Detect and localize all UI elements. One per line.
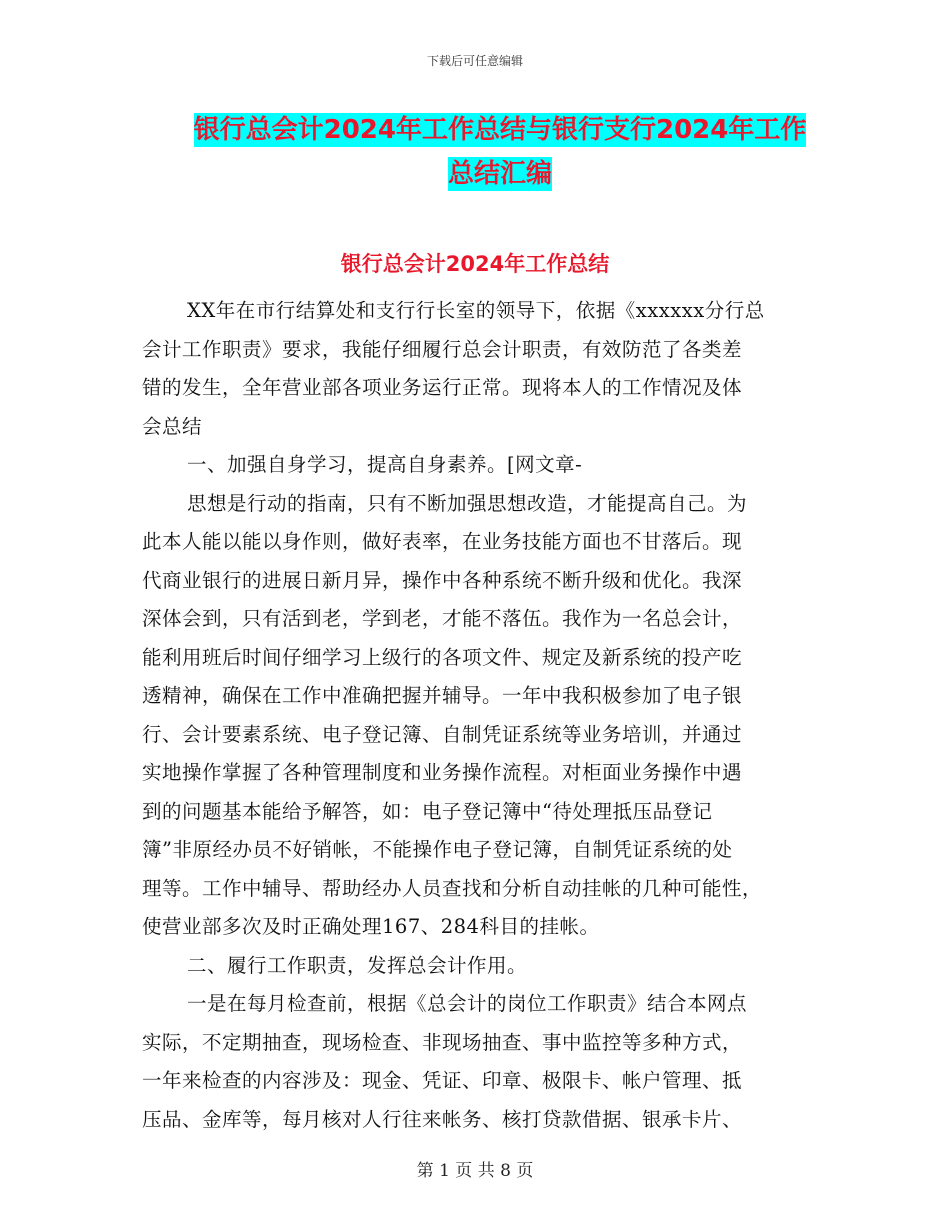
- body-line: 簿”非原经办员不好销帐，不能操作电子登记簿，自制凭证系统的处: [142, 838, 733, 861]
- body-line: 会总结: [142, 414, 203, 438]
- body-line: 到的问题基本能给予解答，如：电子登记簿中“待处理抵压品登记: [142, 799, 713, 823]
- body-line: 错的发生，全年营业部各项业务运行正常。现将本人的工作情况及体: [142, 376, 743, 399]
- body-line: 理等。工作中辅导、帮助经办人员查找和分析自动挂帐的几种可能性，: [142, 876, 763, 900]
- body-line: 一、加强自身学习，提高自身素养。[网文章-: [187, 453, 583, 476]
- document-title-line-1: 银行总会计2024年工作总结与银行支行2024年工作: [193, 115, 807, 145]
- document-title-line-2: 总结汇编: [447, 159, 552, 189]
- document-title: [140, 108, 860, 196]
- body-line: XX年在市行结算处和支行行长室的领导下，依据《xxxxxx分行总: [187, 299, 765, 322]
- body-line: 代商业银行的进展日新月异，操作中各种系统不断升级和优化。我深: [142, 568, 743, 592]
- body-line: 实际，不定期抽查，现场检查、非现场抽查、事中监控等多种方式，: [142, 1030, 743, 1054]
- body-line: 行、会计要素系统、电子登记簿、自制凭证系统等业务培训，并通过: [142, 722, 743, 746]
- body-line: 能利用班后时间仔细学习上级行的各项文件、规定及新系统的投产吃: [142, 645, 743, 669]
- body-text: [142, 292, 810, 1139]
- body-line: 透精神，确保在工作中准确把握并辅导。一年中我积极参加了电子银: [142, 684, 743, 707]
- body-line: 一年来检查的内容涉及：现金、凭证、印章、极限卡、帐户管理、抵: [142, 1069, 743, 1092]
- body-line: 会计工作职责》要求，我能仔细履行总会计职责，有效防范了各类差: [142, 337, 743, 361]
- body-line: 使营业部多次及时正确处理167、284科目的挂帐。: [142, 915, 600, 938]
- section-title: 银行总会计2024年工作总结: [340, 252, 610, 276]
- page-header-note: 下载后可任意编辑: [426, 54, 523, 68]
- body-line: 压品、金库等，每月核对人行往来帐务、核打贷款借据、银承卡片、: [142, 1107, 743, 1131]
- body-line: 此本人能以能以身作则，做好表率，在业务技能方面也不甘落后。现: [142, 530, 743, 553]
- body-line: 深体会到，只有活到老，学到老，才能不落伍。我作为一名总会计，: [142, 607, 743, 630]
- body-line: 实地操作掌握了各种管理制度和业务操作流程。对柜面业务操作中遇: [142, 761, 743, 784]
- body-line: 二、履行工作职责，发挥总会计作用。: [187, 953, 528, 977]
- page-footer: 第 1 页 共 8 页: [416, 1161, 534, 1181]
- body-line: 思想是行动的指南，只有不断加强思想改造，才能提高自己。为: [187, 491, 748, 515]
- body-line: 一是在每月检查前，根据《总会计的岗位工作职责》结合本网点: [187, 992, 748, 1015]
